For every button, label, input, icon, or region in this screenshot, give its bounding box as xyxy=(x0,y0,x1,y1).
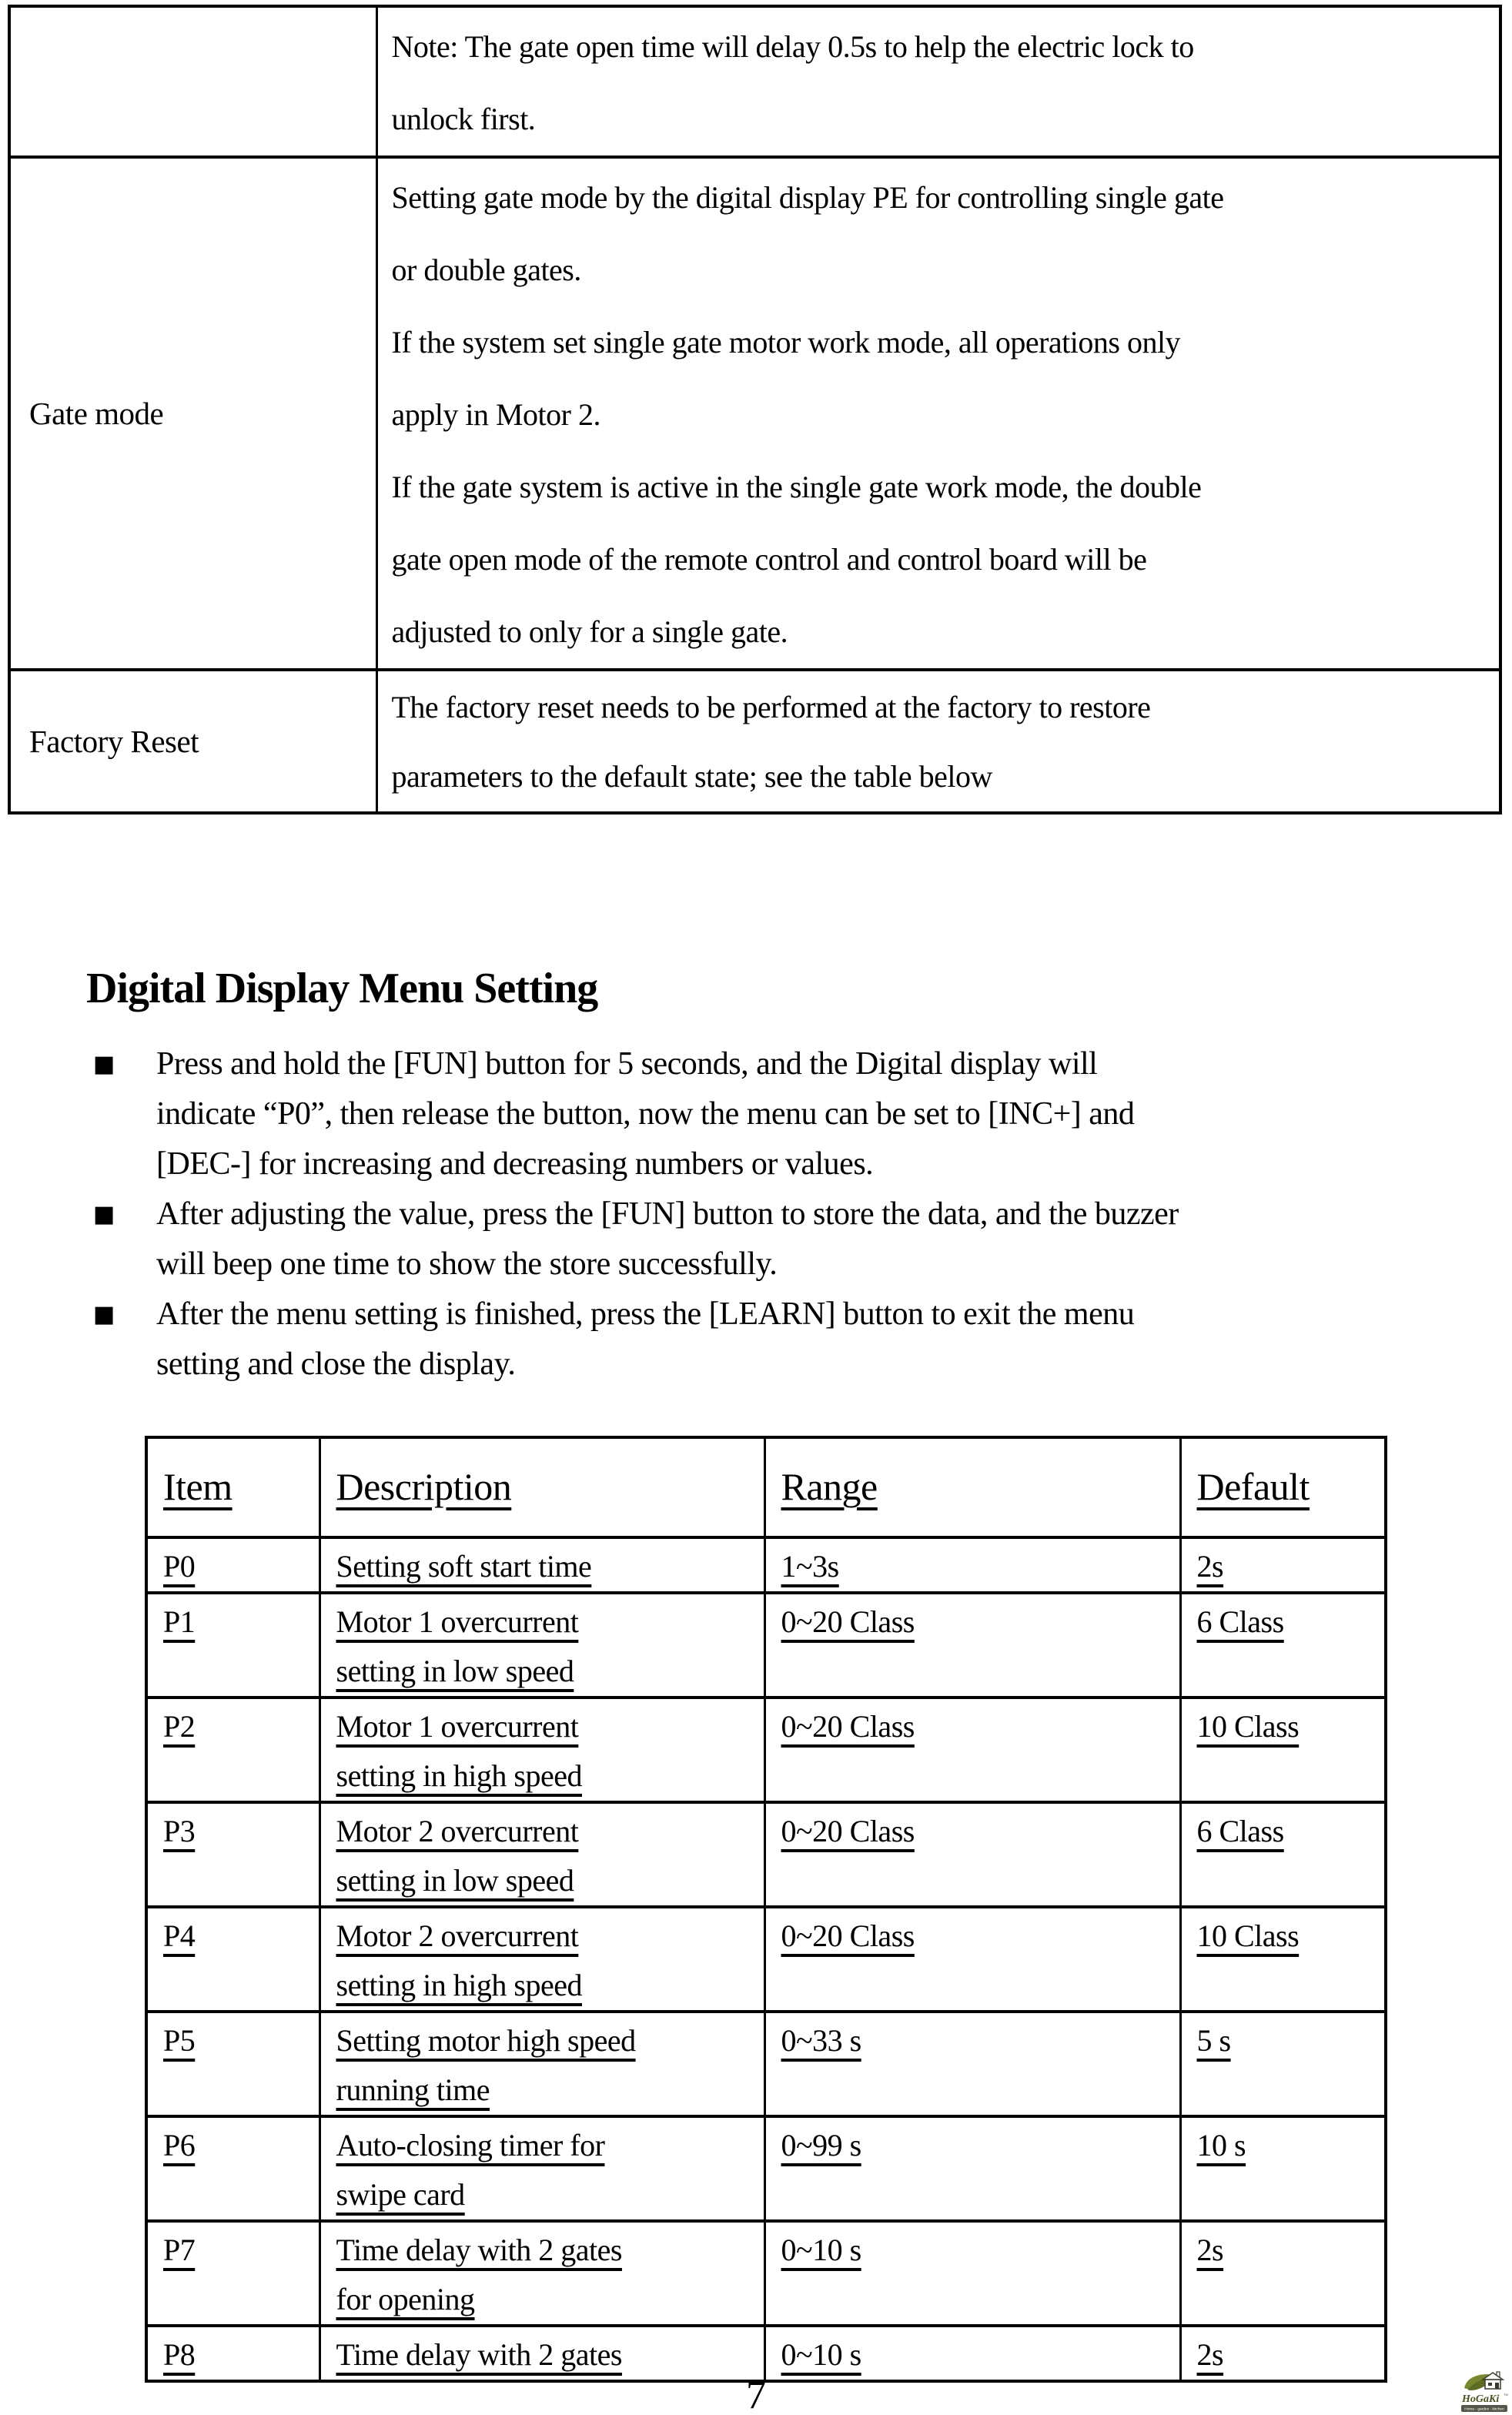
text-line: parameters to the default state; see the table below xyxy=(391,759,992,794)
text-line: Note: The gate open time will delay 0.5s to help the electric lock to xyxy=(391,29,1194,64)
logo-wordmark: HoGaKi xyxy=(1462,2393,1500,2405)
square-bullet-icon: ■ xyxy=(93,1201,115,1228)
text-line: will beep one time to show the store successfully. xyxy=(156,1246,778,1282)
item-cell: P4 xyxy=(146,1907,319,2012)
default-cell: 6 Class xyxy=(1180,1802,1386,1907)
table-row xyxy=(9,6,1500,157)
range-cell: 0~20 Class xyxy=(764,1593,1180,1698)
text-line: or double gates. xyxy=(391,253,581,287)
range-cell: 0~20 Class xyxy=(764,1802,1180,1907)
item-cell: P5 xyxy=(146,2012,319,2116)
item-cell: P8 xyxy=(146,2326,319,2381)
description-cell: Time delay with 2 gates xyxy=(319,2326,764,2381)
item-cell: P7 xyxy=(146,2221,319,2326)
range-cell: 0~33 s xyxy=(764,2012,1180,2116)
text-line: adjusted to only for a single gate. xyxy=(391,614,788,649)
description-cell: Motor 1 overcurrent setting in high speed xyxy=(319,1698,764,1802)
table-row xyxy=(9,670,1500,813)
description-cell: Auto-closing timer for swipe card xyxy=(319,2116,764,2221)
description-cell: Motor 2 overcurrent setting in high speed xyxy=(319,1907,764,2012)
setting-label-cell xyxy=(9,6,376,157)
default-cell: 6 Class xyxy=(1180,1593,1386,1698)
text-line: The factory reset needs to be performed at the factory to restore xyxy=(391,690,1151,724)
table-row xyxy=(9,157,1500,670)
default-cell: 10 s xyxy=(1180,2116,1386,2221)
square-bullet-icon: ■ xyxy=(93,1051,115,1078)
text-line: setting and close the display. xyxy=(156,1346,516,1382)
default-cell: 5 s xyxy=(1180,2012,1386,2116)
text-line: If the gate system is active in the single gate work mode, the double xyxy=(391,470,1202,504)
table-row xyxy=(146,1698,1386,1802)
default-cell: 2s xyxy=(1180,2221,1386,2326)
setting-label-cell: Factory Reset xyxy=(9,670,376,813)
list-item-text xyxy=(156,1039,1134,1189)
hogaki-logo xyxy=(1460,2370,1509,2414)
instruction-list xyxy=(93,1039,1179,1390)
setting-label-cell: Gate mode xyxy=(9,157,376,670)
default-cell: 2s xyxy=(1180,2326,1386,2381)
description-cell: Setting soft start time xyxy=(319,1537,764,1593)
range-cell: 0~10 s xyxy=(764,2326,1180,2381)
item-cell: P3 xyxy=(146,1802,319,1907)
list-item-text xyxy=(156,1189,1179,1289)
table-header-row xyxy=(146,1437,1386,1537)
range-cell: 0~20 Class xyxy=(764,1698,1180,1802)
table-row xyxy=(146,2116,1386,2221)
default-cell: 2s xyxy=(1180,1537,1386,1593)
text-line: indicate “P0”, then release the button, now the menu can be set to [INC+] and xyxy=(156,1096,1135,1132)
text-line: apply in Motor 2. xyxy=(391,397,600,432)
section-heading: Digital Display Menu Setting xyxy=(86,965,598,1012)
item-cell: P6 xyxy=(146,2116,319,2221)
header-cell-default: Default xyxy=(1180,1437,1386,1537)
table-row xyxy=(146,1907,1386,2012)
description-cell: Time delay with 2 gates for opening xyxy=(319,2221,764,2326)
gate-settings-table xyxy=(8,5,1502,814)
window-icon xyxy=(1488,2383,1492,2386)
range-cell: 0~10 s xyxy=(764,2221,1180,2326)
header-cell-item: Item xyxy=(146,1437,319,1537)
range-cell: 0~99 s xyxy=(764,2116,1180,2221)
setting-content-cell xyxy=(376,157,1500,670)
logo-tm: TM xyxy=(1504,2393,1508,2397)
text-line: After the menu setting is finished, press the [LEARN] button to exit the menu xyxy=(156,1296,1135,1332)
text-line: If the system set single gate motor work mode, all operations only xyxy=(391,325,1181,360)
description-cell: Motor 1 overcurrent setting in low speed xyxy=(319,1593,764,1698)
square-bullet-icon: ■ xyxy=(93,1301,115,1328)
default-cell: 10 Class xyxy=(1180,1907,1386,2012)
setting-content-cell xyxy=(376,670,1500,813)
menu-parameters-table xyxy=(145,1436,1387,2383)
text-line: Press and hold the [FUN] button for 5 seconds, and the Digital display will xyxy=(156,1046,1098,1082)
description-cell: Motor 2 overcurrent setting in low speed xyxy=(319,1802,764,1907)
list-item-text xyxy=(156,1289,1134,1390)
item-cell: P2 xyxy=(146,1698,319,1802)
logo-graphic xyxy=(1460,2370,1509,2414)
text-line: Setting gate mode by the digital display PE for controlling single gate xyxy=(391,180,1224,215)
table-row xyxy=(146,1593,1386,1698)
item-cell: P0 xyxy=(146,1537,319,1593)
text-line: After adjusting the value, press the [FUN] button to store the data, and the buzzer xyxy=(156,1196,1179,1232)
page-number: 7 xyxy=(746,2373,766,2415)
range-cell: 0~20 Class xyxy=(764,1907,1180,2012)
default-cell: 10 Class xyxy=(1180,1698,1386,1802)
description-cell: Setting motor high speed running time xyxy=(319,2012,764,2116)
table-row xyxy=(146,2221,1386,2326)
door-icon xyxy=(1495,2383,1499,2389)
logo-tagline: Home - garden - kitchen xyxy=(1464,2407,1504,2412)
list-item xyxy=(93,1289,1179,1390)
text-line: gate open mode of the remote control and control board will be xyxy=(391,542,1147,577)
text-line: unlock first. xyxy=(391,102,536,136)
item-cell: P1 xyxy=(146,1593,319,1698)
setting-content-cell xyxy=(376,6,1500,157)
table-row xyxy=(146,2012,1386,2116)
table-row xyxy=(146,1802,1386,1907)
table-row xyxy=(146,1537,1386,1593)
list-item xyxy=(93,1039,1179,1189)
list-item xyxy=(93,1189,1179,1289)
header-cell-range: Range xyxy=(764,1437,1180,1537)
header-cell-description: Description xyxy=(319,1437,764,1537)
text-line: [DEC-] for increasing and decreasing numbers or values. xyxy=(156,1146,874,1182)
range-cell: 1~3s xyxy=(764,1537,1180,1593)
